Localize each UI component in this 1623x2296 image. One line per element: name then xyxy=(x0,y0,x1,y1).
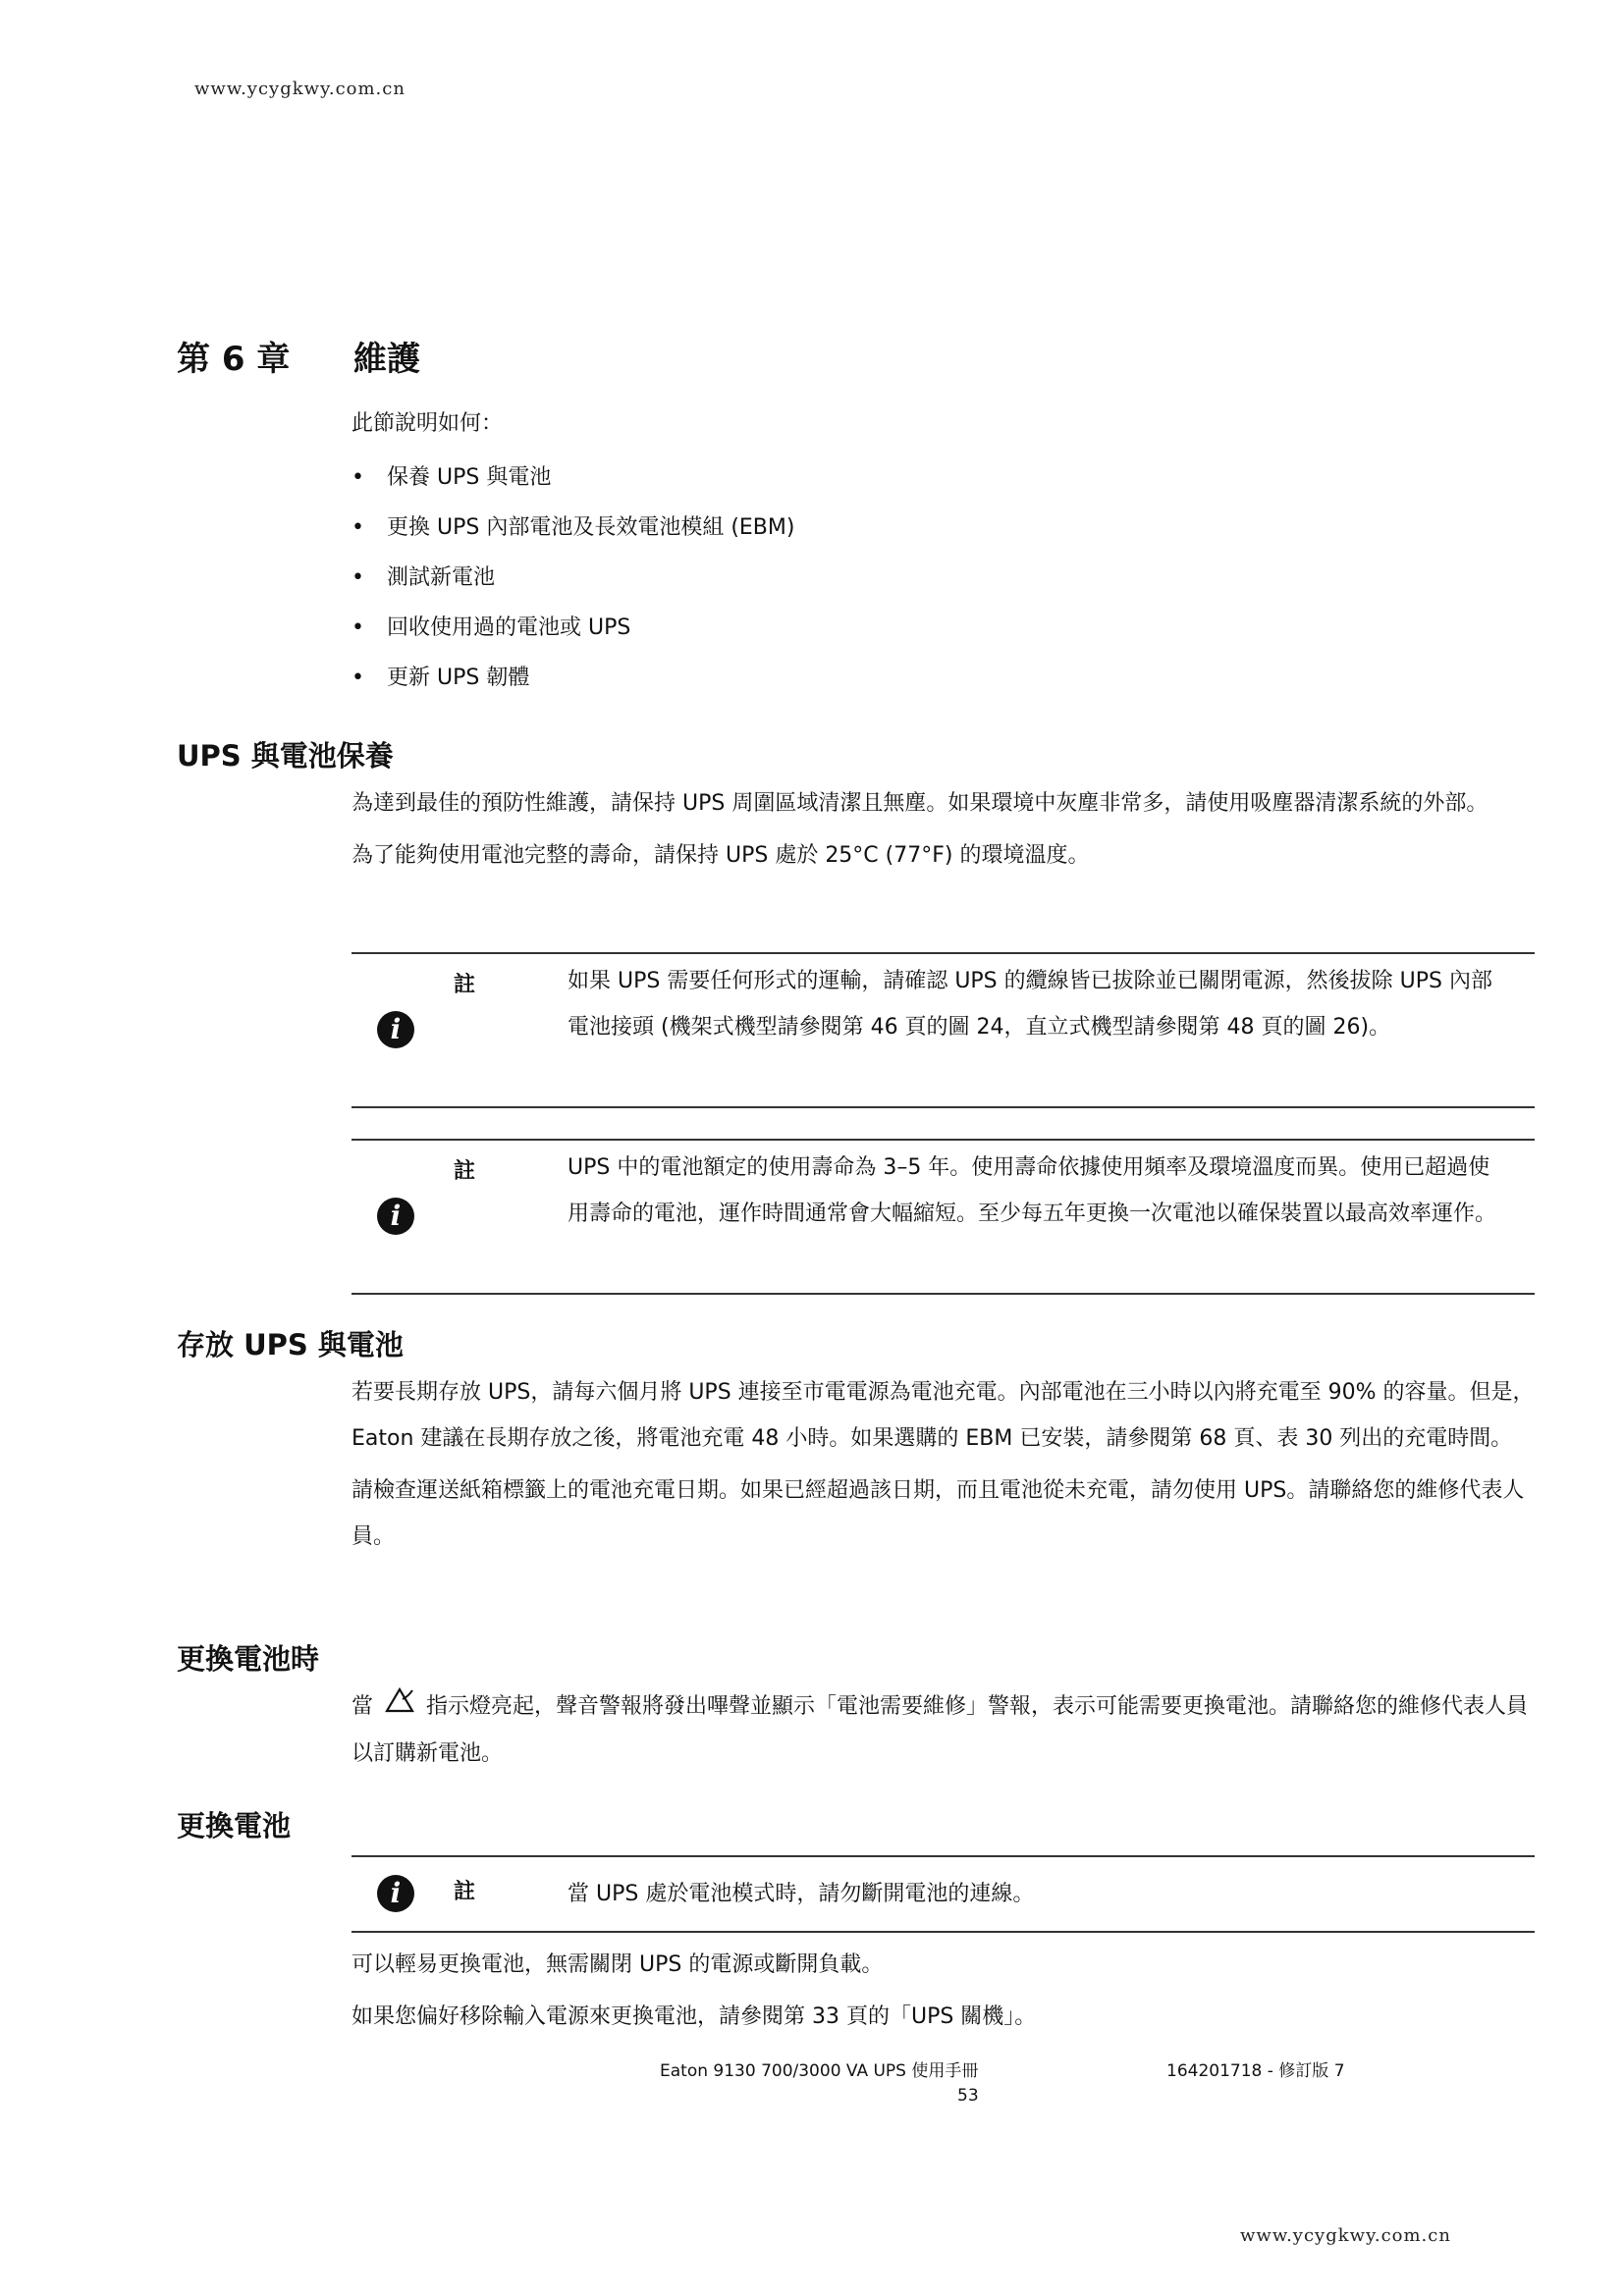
heading-ups-battery-care: UPS 與電池保養 xyxy=(177,739,394,773)
heading-when-to-replace: 更換電池時 xyxy=(177,1642,320,1676)
note-label: 註 xyxy=(454,1159,476,1184)
replace-paragraphs xyxy=(352,1942,1535,2040)
footer-doc-number: 164201718 - 修訂版 7 xyxy=(1166,2061,1345,2081)
footer-product: Eaton 9130 700/3000 VA UPS 使用手冊 xyxy=(660,2061,979,2081)
note-battery-life xyxy=(352,1139,1535,1295)
note-transport xyxy=(352,952,1535,1108)
intro-list xyxy=(352,453,1535,703)
note-text: 如果 UPS 需要任何形式的運輸，請確認 UPS 的纜線皆已拔除並已關閉電源，然後拔除 UPS 內部電池接頭 (機架式機型請參閱第 46 頁的圖 24，直立式機型請參閱第 48 頁的圖 26)。 xyxy=(568,969,1492,1040)
replace-para-2: 如果您偏好移除輸入電源來更換電池，請參閱第 33 頁的「UPS 關機」。 xyxy=(352,2004,1037,2029)
care-para-1: 為達到最佳的預防性維護，請保持 UPS 周圍區域清潔且無塵。如果環境中灰塵非常多，請使用吸塵器清潔系統的外部。 xyxy=(352,791,1488,816)
list-item: • 回收使用過的電池或 UPS xyxy=(352,603,1535,653)
watermark-bottom: www.ycygkwy.com.cn xyxy=(1240,2225,1451,2246)
list-item: • 測試新電池 xyxy=(352,553,1535,603)
note-text: UPS 中的電池額定的使用壽命為 3–5 年。使用壽命依據使用頻率及環境溫度而異。使用已超過使用壽命的電池，運作時間通常會大幅縮短。至少每五年更換一次電池以確保裝置以最高效率運作。 xyxy=(568,1155,1497,1226)
when-paragraph xyxy=(352,1683,1535,1777)
list-item: • 更換 UPS 內部電池及長效電池模組 (EBM) xyxy=(352,503,1535,553)
storage-para-2: 請檢查運送紙箱標籤上的電池充電日期。如果已經超過該日期，而且電池從未充電，請勿使用 UPS。請聯絡您的維修代表人員。 xyxy=(352,1478,1525,1549)
note-battery-mode xyxy=(352,1855,1535,1933)
chapter-heading xyxy=(177,332,420,380)
chapter-title: 維護 xyxy=(353,340,420,379)
care-paragraphs xyxy=(352,780,1535,879)
list-item: • 更新 UPS 韌體 xyxy=(352,653,1535,703)
note-text: 當 UPS 處於電池模式時，請勿斷開電池的連線。 xyxy=(568,1882,1035,1906)
heading-replace-battery: 更換電池 xyxy=(177,1809,292,1842)
warning-triangle-icon xyxy=(383,1684,416,1731)
care-para-2: 為了能夠使用電池完整的壽命，請保持 UPS 處於 25°C (77°F) 的環境溫度。 xyxy=(352,843,1090,868)
watermark-top: www.ycygkwy.com.cn xyxy=(194,79,406,99)
intro-block xyxy=(352,400,1535,703)
note-label: 註 xyxy=(454,973,476,997)
intro-lead: 此節說明如何： xyxy=(352,411,504,436)
page-number: 53 xyxy=(957,2086,979,2106)
when-text: 指示燈亮起，聲音警報將發出嗶聲並顯示「電池需要維修」警報，表示可能需要更換電池。請聯絡您的維修代表人員以訂購新電池。 xyxy=(352,1694,1529,1766)
note-label: 註 xyxy=(454,1880,476,1904)
heading-storage: 存放 UPS 與電池 xyxy=(177,1328,404,1362)
when-prefix: 當 xyxy=(352,1694,374,1719)
info-icon: i xyxy=(377,1198,414,1235)
replace-para-1: 可以輕易更換電池，無需關閉 UPS 的電源或斷開負載。 xyxy=(352,1952,884,1977)
storage-paragraphs xyxy=(352,1369,1535,1560)
chapter-number: 第 6 章 xyxy=(177,340,291,379)
list-item: • 保養 UPS 與電池 xyxy=(352,453,1535,503)
info-icon: i xyxy=(377,1875,414,1912)
storage-para-1: 若要長期存放 UPS，請每六個月將 UPS 連接至市電電源為電池充電。內部電池在三小時以內將充電至 90% 的容量。但是，Eaton 建議在長期存放之後，將電池充電 48 小時。如果選購的 EBM 已安裝，請參閱第 68 頁、表 30 列出的充電時間。 xyxy=(352,1380,1535,1451)
info-icon: i xyxy=(377,1011,414,1048)
